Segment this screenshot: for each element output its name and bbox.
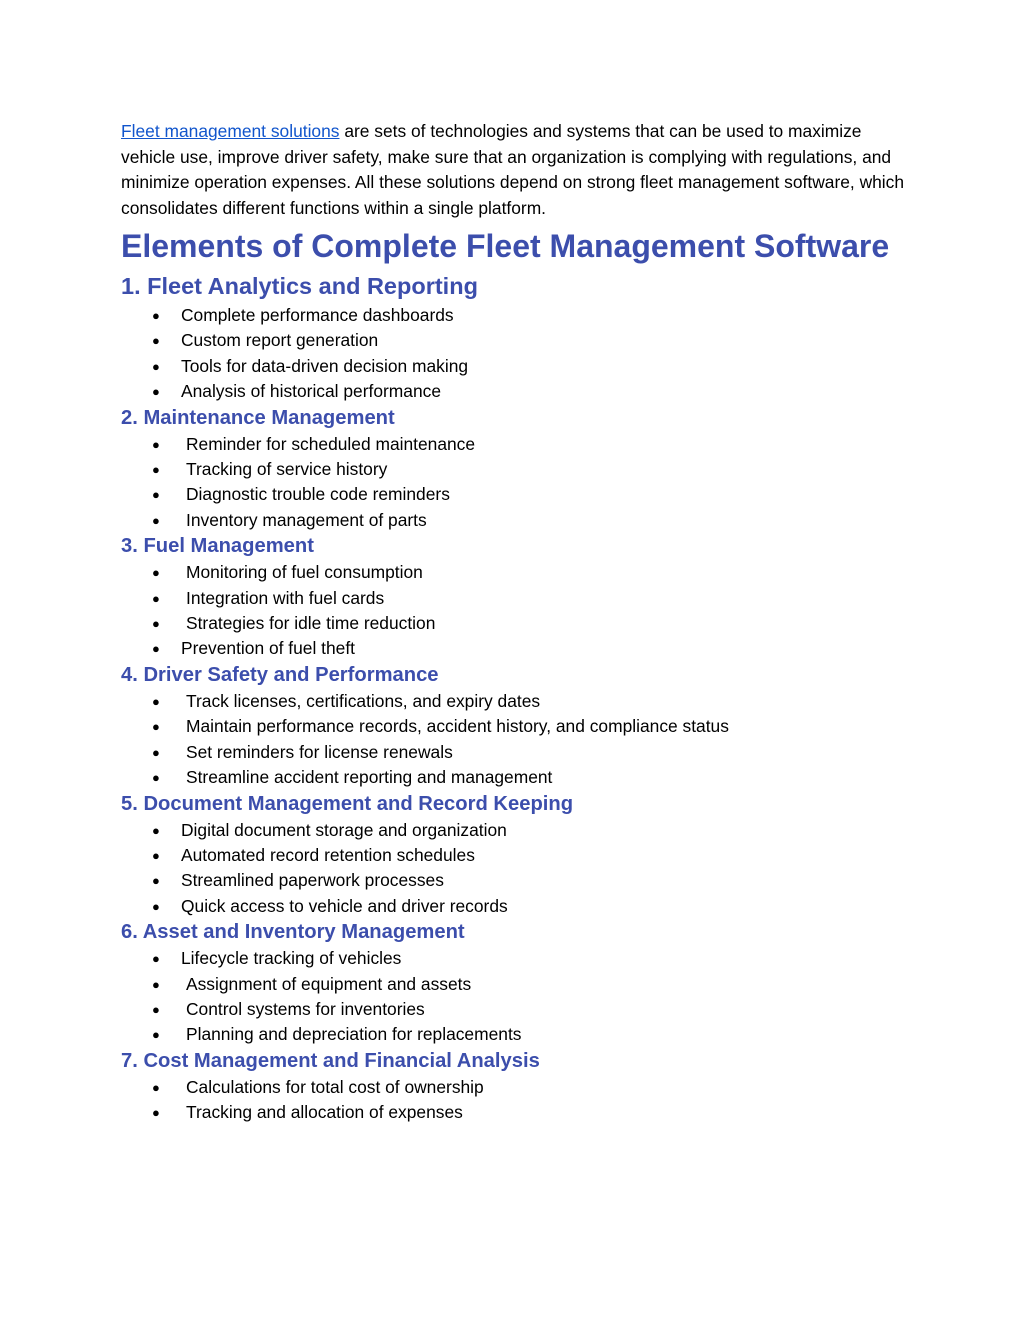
list-item — [121, 818, 911, 843]
list-item — [121, 740, 911, 765]
bullet-icon: ● — [152, 898, 160, 914]
bullet-list — [121, 432, 911, 534]
bullet-icon: ● — [152, 565, 160, 581]
section-heading: 6. Asset and Inventory Management — [121, 921, 465, 944]
bullet-icon: ● — [152, 1027, 160, 1043]
bullet-list — [121, 303, 911, 405]
bullet-icon: ● — [152, 1001, 160, 1017]
section-heading: 2. Maintenance Management — [121, 406, 395, 429]
list-item-text: Strategies for idle time reduction — [186, 613, 436, 634]
bullet-icon: ● — [152, 847, 160, 863]
bullet-icon: ● — [152, 616, 160, 632]
bullet-icon: ● — [152, 308, 160, 323]
list-item — [121, 636, 911, 661]
fleet-management-solutions-link[interactable]: Fleet management solutions — [121, 121, 340, 141]
list-item — [121, 611, 911, 636]
list-item — [121, 1100, 911, 1125]
section-5 — [121, 791, 911, 920]
bullet-icon: ● — [152, 358, 160, 374]
list-item-text: Inventory management of parts — [186, 509, 427, 530]
list-item-text: Automated record retention schedules — [181, 844, 475, 865]
bullet-icon: ● — [152, 1105, 160, 1121]
sections-container — [121, 269, 911, 1126]
list-item-text: Reminder for scheduled maintenance — [186, 433, 476, 454]
list-item-text: Streamline accident reporting and management — [186, 767, 553, 788]
bullet-icon: ● — [152, 462, 160, 478]
bullet-icon: ● — [152, 333, 160, 349]
list-item-text: Streamlined paperwork processes — [181, 870, 444, 891]
list-item-text: Track licenses, certifications, and expiry dates — [186, 690, 541, 711]
bullet-icon: ● — [152, 512, 160, 528]
list-item — [121, 843, 911, 868]
list-item — [121, 482, 911, 507]
list-item — [121, 379, 911, 404]
section-heading: 1. Fleet Analytics and Reporting — [121, 273, 478, 299]
list-item — [121, 560, 911, 585]
bullet-icon: ● — [152, 976, 160, 992]
list-item-text: Digital document storage and organization — [181, 819, 507, 840]
list-item-text: Set reminders for license renewals — [186, 741, 453, 762]
section-6 — [121, 919, 911, 1048]
list-item — [121, 868, 911, 893]
list-item — [121, 894, 911, 919]
list-item — [121, 946, 911, 971]
section-7 — [121, 1048, 911, 1126]
bullet-icon: ● — [152, 384, 160, 400]
list-item-text: Tools for data-driven decision making — [181, 355, 469, 376]
list-item-text: Calculations for total cost of ownership — [186, 1076, 484, 1097]
list-item — [121, 997, 911, 1022]
intro-text: are sets of technologies and systems that can be used to maximize vehicle use, improve driver safety, make sure that an organization is complying with regulations, and minimize operation expenses. All these solutions depend on strong fleet management software, which consolidates different functions within a single platform. — [121, 121, 905, 218]
list-item-text: Tracking of service history — [186, 459, 388, 480]
list-item-text: Control systems for inventories — [186, 998, 425, 1019]
list-item-text: Tracking and allocation of expenses — [186, 1102, 463, 1123]
bullet-icon: ● — [152, 951, 160, 967]
section-4 — [121, 662, 911, 791]
list-item — [121, 303, 911, 328]
list-item — [121, 972, 911, 997]
section-heading: 5. Document Management and Record Keeping — [121, 792, 574, 815]
section-3 — [121, 533, 911, 662]
list-item-text: Complete performance dashboards — [181, 305, 454, 325]
list-item-text: Monitoring of fuel consumption — [186, 562, 423, 583]
section-heading: 4. Driver Safety and Performance — [121, 663, 439, 686]
list-item — [121, 328, 911, 353]
section-1 — [121, 269, 911, 405]
list-item-text: Assignment of equipment and assets — [186, 973, 472, 994]
list-item-text: Analysis of historical performance — [181, 381, 442, 402]
list-item — [121, 689, 911, 714]
list-item — [121, 1022, 911, 1047]
list-item — [121, 765, 911, 790]
section-2 — [121, 405, 911, 534]
list-item-text: Custom report generation — [181, 330, 379, 351]
bullet-list — [121, 818, 911, 920]
list-item — [121, 1075, 911, 1100]
bullet-icon: ● — [152, 641, 160, 657]
list-item — [121, 586, 911, 611]
list-item-text: Quick access to vehicle and driver records — [181, 895, 508, 916]
bullet-icon: ● — [152, 873, 160, 889]
list-item — [121, 354, 911, 379]
list-item — [121, 457, 911, 482]
list-item — [121, 508, 911, 533]
bullet-icon: ● — [152, 487, 160, 503]
bullet-icon: ● — [152, 719, 160, 735]
page-title: Elements of Complete Fleet Management Software — [121, 228, 890, 264]
bullet-list — [121, 560, 911, 662]
list-item-text: Prevention of fuel theft — [181, 638, 356, 659]
intro-paragraph — [121, 119, 911, 221]
list-item — [121, 432, 911, 457]
bullet-list — [121, 689, 911, 791]
bullet-icon: ● — [152, 770, 160, 786]
section-heading: 7. Cost Management and Financial Analysis — [121, 1049, 540, 1072]
bullet-icon: ● — [152, 590, 160, 606]
list-item-text: Integration with fuel cards — [186, 587, 385, 608]
bullet-icon: ● — [152, 693, 160, 709]
list-item-text: Lifecycle tracking of vehicles — [181, 948, 402, 969]
bullet-icon: ● — [152, 822, 160, 838]
list-item — [121, 714, 911, 739]
bullet-icon: ● — [152, 1079, 160, 1095]
section-heading: 3. Fuel Management — [121, 535, 314, 558]
list-item-text: Maintain performance records, accident history, and compliance status — [186, 716, 729, 737]
bullet-list — [121, 1075, 911, 1126]
document-page — [121, 119, 911, 1126]
bullet-list — [121, 946, 911, 1048]
bullet-icon: ● — [152, 436, 160, 452]
bullet-icon: ● — [152, 744, 160, 760]
list-item-text: Planning and depreciation for replacements — [186, 1024, 522, 1045]
list-item-text: Diagnostic trouble code reminders — [186, 484, 450, 505]
